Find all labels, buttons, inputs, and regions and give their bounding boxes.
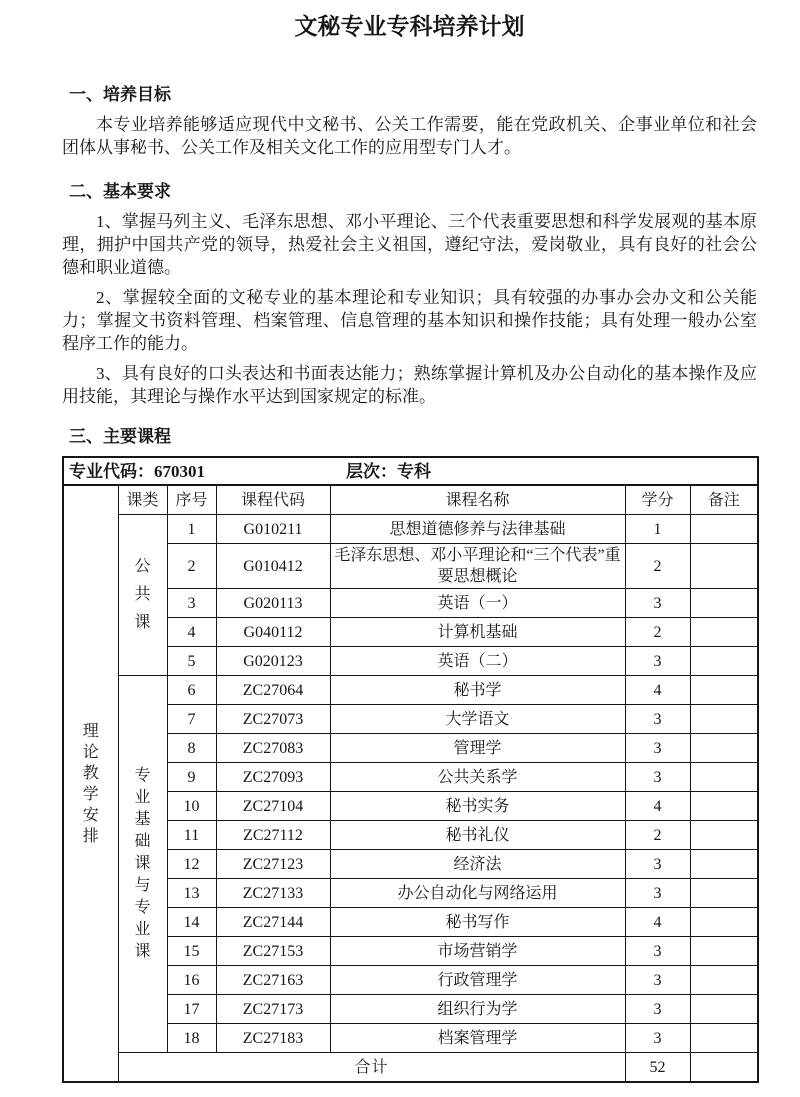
cell-remark (690, 1024, 758, 1053)
cell-course-code: ZC27104 (216, 792, 330, 821)
cell-course-name: 组织行为学 (330, 995, 625, 1024)
cell-course-name: 行政管理学 (330, 966, 625, 995)
cell-serial-number: 10 (167, 792, 216, 821)
cell-course-name: 办公自动化与网络运用 (330, 879, 625, 908)
header-credits: 学分 (625, 485, 690, 515)
cell-course-name: 秘书实务 (330, 792, 625, 821)
header-course-name: 课程名称 (330, 485, 625, 515)
cell-course-name: 经济法 (330, 850, 625, 879)
cell-credits: 3 (625, 763, 690, 792)
left-group-label: 理论教学安排 (82, 722, 99, 845)
paragraph-requirement-1: 1、掌握马列主义、毛泽东思想、邓小平理论、三个代表重要思想和科学发展观的基本原理，拥护中国共产党的领导，热爱社会主义祖国，遵纪守法，爱岗敬业，具有良好的社会公德和职业道德。 (62, 212, 757, 277)
course-row (63, 1024, 758, 1053)
cell-course-name: 秘书学 (330, 676, 625, 705)
course-row (63, 792, 758, 821)
course-row (63, 515, 758, 544)
total-remark-cell (690, 1053, 758, 1083)
cell-course-code: ZC27064 (216, 676, 330, 705)
cell-remark (690, 589, 758, 618)
cell-serial-number: 15 (167, 937, 216, 966)
cell-serial-number: 9 (167, 763, 216, 792)
cell-course-code: ZC27133 (216, 879, 330, 908)
cell-credits: 4 (625, 908, 690, 937)
cell-serial-number: 18 (167, 1024, 216, 1053)
cell-remark (690, 618, 758, 647)
major-code-label: 专业代码：670301 (69, 461, 205, 481)
cell-course-name: 秘书写作 (330, 908, 625, 937)
cell-course-name: 大学语文 (330, 705, 625, 734)
cell-serial-number: 2 (167, 544, 216, 589)
paragraph-training-goal: 本专业培养能够适应现代中文秘书、公关工作需要，能在党政机关、企事业单位和社会团体从事秘书、公关工作及相关文化工作的应用型专门人才。 (62, 115, 757, 157)
cell-credits: 2 (625, 821, 690, 850)
cell-serial-number: 14 (167, 908, 216, 937)
cell-course-code: ZC27073 (216, 705, 330, 734)
left-group-label-cell (63, 485, 118, 1082)
level-label: 层次：专科 (346, 461, 431, 481)
cell-serial-number: 8 (167, 734, 216, 763)
cell-serial-number: 12 (167, 850, 216, 879)
section-heading-main-courses: 三、主要课程 (69, 427, 171, 446)
cell-credits: 2 (625, 618, 690, 647)
section-heading-training-goal: 一、培养目标 (69, 85, 171, 104)
header-course-code: 课程代码 (216, 485, 330, 515)
course-group-label-cell (118, 676, 167, 1053)
cell-credits: 4 (625, 792, 690, 821)
header-remark: 备注 (690, 485, 758, 515)
cell-course-name: 公共关系学 (330, 763, 625, 792)
cell-course-code: G020113 (216, 589, 330, 618)
cell-course-code: G020123 (216, 647, 330, 676)
course-group-label: 专业基础课与专业课 (134, 767, 151, 960)
cell-remark (690, 850, 758, 879)
cell-credits: 2 (625, 544, 690, 589)
cell-serial-number: 4 (167, 618, 216, 647)
course-row (63, 705, 758, 734)
cell-course-name: 毛泽东思想、邓小平理论和“三个代表”重要思想概论 (330, 544, 625, 589)
course-row (63, 821, 758, 850)
course-row (63, 647, 758, 676)
cell-serial-number: 6 (167, 676, 216, 705)
cell-course-code: ZC27153 (216, 937, 330, 966)
course-row (63, 589, 758, 618)
cell-remark (690, 908, 758, 937)
cell-course-name: 管理学 (330, 734, 625, 763)
cell-course-code: ZC27144 (216, 908, 330, 937)
cell-course-code: ZC27163 (216, 966, 330, 995)
cell-remark (690, 676, 758, 705)
cell-remark (690, 792, 758, 821)
cell-course-name: 市场营销学 (330, 937, 625, 966)
cell-course-code: ZC27083 (216, 734, 330, 763)
cell-credits: 3 (625, 647, 690, 676)
cell-remark (690, 879, 758, 908)
cell-serial-number: 7 (167, 705, 216, 734)
table-meta-row (63, 457, 758, 485)
cell-serial-number: 3 (167, 589, 216, 618)
table-meta-cell (63, 457, 758, 485)
cell-credits: 1 (625, 515, 690, 544)
cell-remark (690, 995, 758, 1024)
paragraph-requirement-2: 2、掌握较全面的文秘专业的基本理论和专业知识；具有较强的办事办会办文和公关能力；掌握文书资料管理、档案管理、信息管理的基本知识和操作技能；具有处理一般办公室程序工作的能力。 (62, 288, 757, 353)
total-row (63, 1053, 758, 1083)
cell-credits: 3 (625, 966, 690, 995)
cell-remark (690, 734, 758, 763)
paragraph-requirement-3: 3、具有良好的口头表达和书面表达能力；熟练掌握计算机及办公自动化的基本操作及应用技能，其理论与操作水平达到国家规定的标准。 (62, 364, 757, 406)
cell-course-name: 计算机基础 (330, 618, 625, 647)
cell-remark (690, 763, 758, 792)
cell-course-code: ZC27112 (216, 821, 330, 850)
course-table (62, 456, 759, 1083)
cell-course-code: ZC27093 (216, 763, 330, 792)
course-row (63, 618, 758, 647)
cell-course-code: ZC27183 (216, 1024, 330, 1053)
cell-serial-number: 1 (167, 515, 216, 544)
cell-credits: 3 (625, 879, 690, 908)
course-row (63, 850, 758, 879)
cell-course-name: 英语（二） (330, 647, 625, 676)
cell-credits: 3 (625, 850, 690, 879)
cell-remark (690, 937, 758, 966)
cell-serial-number: 11 (167, 821, 216, 850)
cell-course-code: G040112 (216, 618, 330, 647)
cell-remark (690, 966, 758, 995)
cell-serial-number: 17 (167, 995, 216, 1024)
table-header-row (63, 485, 758, 515)
course-row (63, 966, 758, 995)
cell-course-code: ZC27173 (216, 995, 330, 1024)
course-row (63, 544, 758, 589)
cell-course-code: G010211 (216, 515, 330, 544)
cell-course-name: 秘书礼仪 (330, 821, 625, 850)
course-group-label: 公共课 (134, 558, 151, 631)
page-title: 文秘专业专科培养计划 (294, 13, 525, 39)
cell-remark (690, 705, 758, 734)
section-heading-basic-requirements: 二、基本要求 (69, 182, 171, 201)
cell-credits: 3 (625, 995, 690, 1024)
cell-remark (690, 515, 758, 544)
cell-course-code: G010412 (216, 544, 330, 589)
cell-course-name: 档案管理学 (330, 1024, 625, 1053)
course-row (63, 879, 758, 908)
course-row (63, 908, 758, 937)
cell-serial-number: 16 (167, 966, 216, 995)
cell-course-name: 英语（一） (330, 589, 625, 618)
cell-credits: 3 (625, 734, 690, 763)
cell-credits: 3 (625, 705, 690, 734)
total-credits-cell: 52 (625, 1053, 690, 1083)
header-serial-number: 序号 (167, 485, 216, 515)
cell-serial-number: 5 (167, 647, 216, 676)
cell-course-name: 思想道德修养与法律基础 (330, 515, 625, 544)
cell-course-code: ZC27123 (216, 850, 330, 879)
cell-credits: 3 (625, 937, 690, 966)
course-row (63, 937, 758, 966)
cell-remark (690, 647, 758, 676)
course-group-label-cell (118, 515, 167, 676)
total-label-cell: 合计 (118, 1053, 625, 1083)
cell-remark (690, 544, 758, 589)
cell-credits: 3 (625, 589, 690, 618)
cell-credits: 3 (625, 1024, 690, 1053)
course-row (63, 995, 758, 1024)
cell-serial-number: 13 (167, 879, 216, 908)
course-row (63, 734, 758, 763)
cell-credits: 4 (625, 676, 690, 705)
course-row (63, 676, 758, 705)
course-row (63, 763, 758, 792)
cell-remark (690, 821, 758, 850)
header-course-class: 课类 (118, 485, 167, 515)
